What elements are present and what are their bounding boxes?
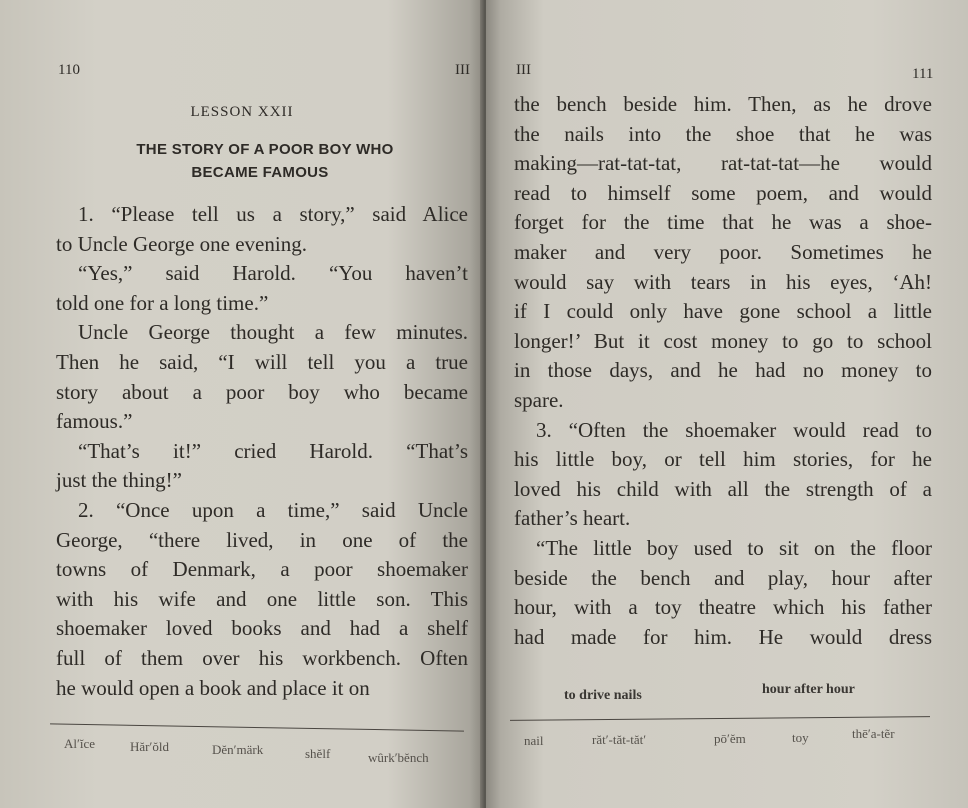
text-line: just the thing!” (56, 468, 182, 493)
text-line: had made for him. He would dress (514, 624, 932, 649)
footnote-poem: pō′ĕm (714, 731, 746, 746)
right-page (486, 0, 968, 808)
corner-mark-left: III (455, 62, 470, 78)
text-line: hour, with a toy theatre which his father (514, 595, 932, 620)
text-line: 1. “Please tell us a story,” said Alice (78, 202, 468, 226)
text-line: “That’s it!” cried Harold. “That’s (78, 438, 468, 463)
text-line: making—rat-tat-tat, rat-tat-tat—he would (514, 151, 932, 176)
text-line: longer!’ But it cost money to go to school (514, 328, 932, 353)
footnote-rat-tat-tat: răt′-tăt-tăt′ (592, 732, 647, 747)
text-line: spare. (514, 387, 564, 412)
corner-mark-right: III (516, 62, 531, 78)
text-line: story about a poor boy who became (56, 379, 468, 404)
footnote-toy: toy (792, 730, 809, 745)
text-line: forget for the time that he was a shoe- (514, 210, 932, 235)
page-number-right: 111 (912, 66, 934, 82)
text-line: he would open a book and place it on (56, 675, 370, 700)
story-title-line-1: THE STORY OF A POOR BOY WHO (136, 141, 394, 158)
text-line: shoemaker loved books and had a shelf (56, 616, 468, 641)
text-line: “The little boy used to sit on the floor (536, 535, 932, 560)
footnote-rule-left (50, 723, 464, 731)
text-line: 2. “Once upon a time,” said Uncle (78, 497, 468, 522)
text-line: towns of Denmark, a poor shoemaker (56, 557, 468, 582)
gloss-hour-after-hour: hour after hour (762, 682, 855, 697)
text-line: his little boy, or tell him stories, for he (514, 447, 932, 472)
text-line: with his wife and one little son. This (56, 586, 468, 611)
lesson-heading: LESSON XXII (190, 104, 294, 120)
text-line: 3. “Often the shoemaker would read to (536, 417, 932, 442)
text-line: father’s heart. (514, 506, 631, 531)
footnote-shelf: shĕlf (305, 746, 331, 761)
text-line: the nails into the shoe that he was (514, 121, 932, 146)
footnote-rule-right (510, 716, 930, 721)
page-number-left: 110 (58, 62, 80, 78)
left-body-text (56, 200, 468, 703)
text-line: would say with tears in his eyes, ‘Ah! (514, 269, 932, 294)
text-line: the bench beside him. Then, as he drove (514, 92, 932, 116)
text-line: read to himself some poem, and would (514, 180, 932, 205)
text-line: George, “there lived, in one of the (56, 527, 468, 552)
footnote-workbench: wûrk′bĕnch (368, 750, 429, 765)
text-line: Uncle George thought a few minutes. (78, 320, 468, 345)
story-title-line-2: BECAME FAMOUS (191, 164, 329, 181)
text-line: told one for a long time.” (56, 290, 269, 315)
footnote-denmark: Dĕn′märk (212, 742, 264, 757)
text-line: full of them over his workbench. Often (56, 645, 468, 670)
text-line: in those days, and he had no money to (514, 358, 932, 383)
text-line: to Uncle George one evening. (56, 231, 307, 256)
footnote-nail: nail (524, 733, 544, 748)
text-line: famous.” (56, 409, 133, 434)
text-line: beside the bench and play, hour after (514, 565, 932, 590)
footnote-theatre: thē′a-tẽr (852, 726, 895, 741)
text-line: maker and very poor. Sometimes he (514, 239, 932, 264)
text-line: loved his child with all the strength of a (514, 476, 932, 501)
gloss-drive-nails: to drive nails (564, 688, 642, 703)
footnote-alice: Al′ĭce (64, 736, 95, 751)
right-body-text (514, 90, 932, 652)
text-line: “Yes,” said Harold. “You haven’t (78, 261, 468, 286)
footnote-harold: Hăr′ŏld (130, 739, 169, 754)
text-line: Then he said, “I will tell you a true (56, 349, 468, 374)
text-line: if I could only have gone school a little (514, 299, 932, 324)
